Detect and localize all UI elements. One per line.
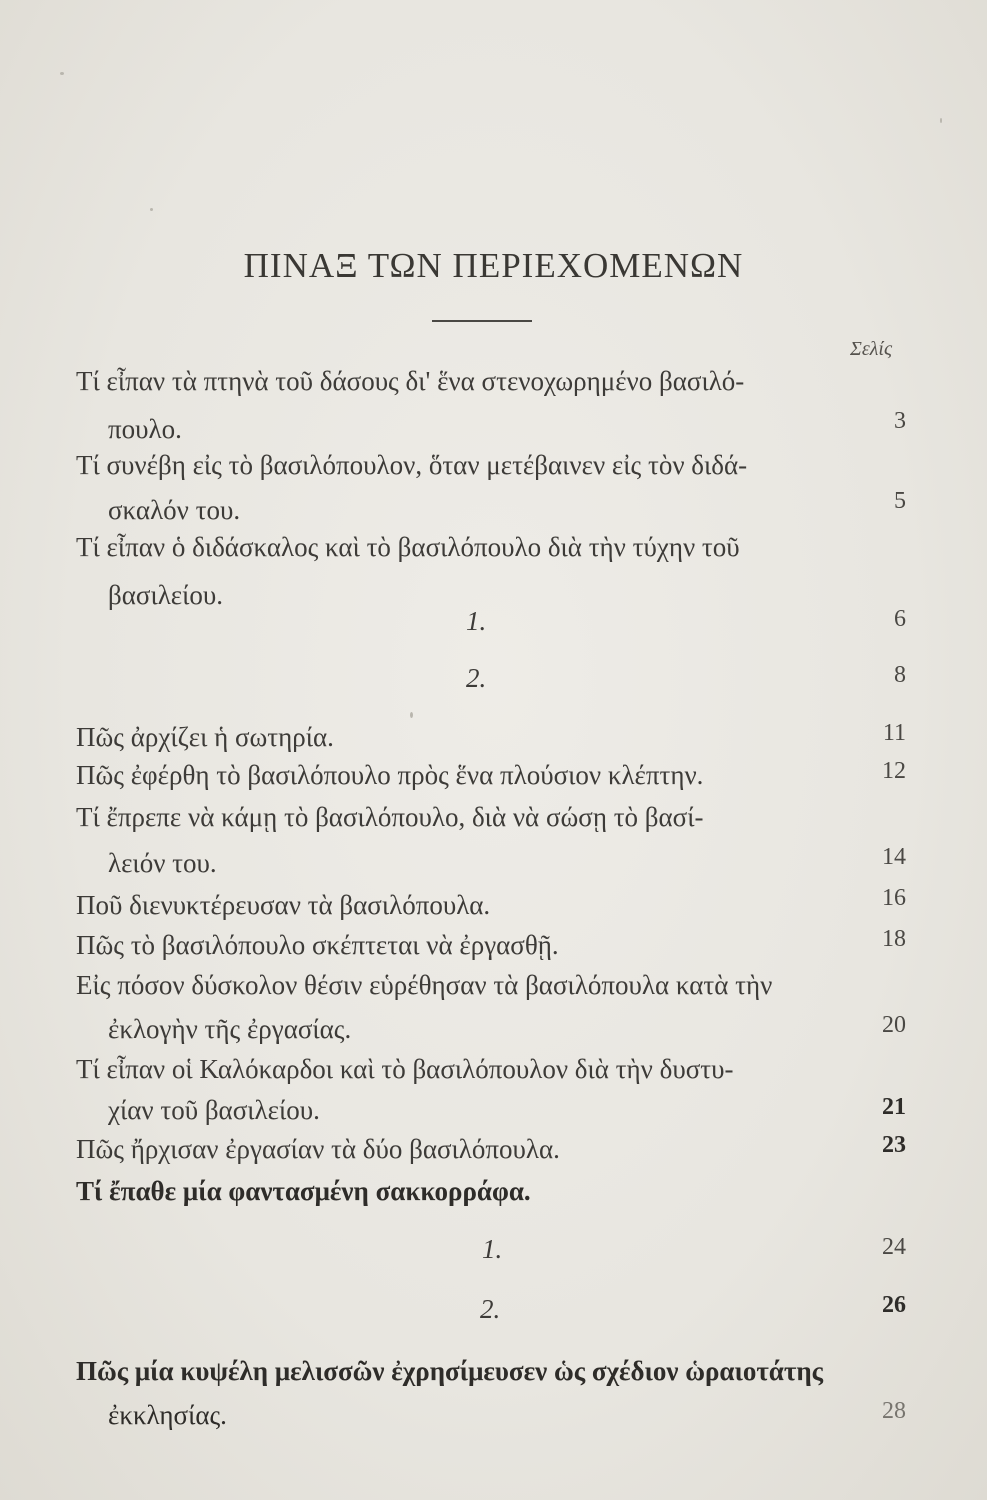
toc-page-number: 3 xyxy=(894,408,906,434)
toc-entry-line: Τί εἶπαν ὁ διδάσκαλος καὶ τὸ βασιλόπουλο διὰ τὴν τύχην τοῦ xyxy=(76,532,740,562)
toc-entry-line: Πῶς ἤρχισαν ἐργασίαν τὰ δύο βασιλόπουλα. xyxy=(76,1134,560,1164)
toc-subentry-number: 2. xyxy=(466,663,487,693)
toc-entry-line: Εἰς πόσον δύσκολον θέσιν εὑρέθησαν τὰ βασιλόπουλα κατὰ τὴν xyxy=(76,970,773,1000)
toc-entry-line: ἐκκλησίας. xyxy=(108,1400,227,1430)
toc-entry-line: Τί συνέβη εἰς τὸ βασιλόπουλον, ὅταν μετέβαινεν εἰς τὸν διδά- xyxy=(76,450,748,480)
toc-page-number: 11 xyxy=(882,720,906,746)
toc-page-number: 8 xyxy=(894,662,906,688)
toc-entry-line: χίαν τοῦ βασιλείου. xyxy=(108,1095,320,1125)
toc-entry-line: βασιλείου. xyxy=(108,580,224,610)
paper-speck xyxy=(410,712,413,718)
toc-page-number: 16 xyxy=(882,885,906,911)
toc-entry-line: Πῶς τὸ βασιλόπουλο σκέπτεται νὰ ἐργασθῇ. xyxy=(76,930,559,960)
toc-entry-line: Τί εἶπαν τὰ πτηνὰ τοῦ δάσους δι' ἕνα στενοχωρημένο βασιλό- xyxy=(76,366,745,396)
toc-entry-line: Τί ἔπρεπε νὰ κάμῃ τὸ βασιλόπουλο, διὰ νὰ σώσῃ τὸ βασί- xyxy=(76,802,704,832)
page-title: ΠΙΝΑΞ ΤΩΝ ΠΕΡΙΕΧΟΜΕΝΩΝ xyxy=(243,246,744,285)
toc-subentry-number: 1. xyxy=(466,606,487,636)
toc-entry-line: Τί ἔπαθε μία φαντασμένη σακκορράφα. xyxy=(76,1176,531,1206)
toc-subentry-number: 2. xyxy=(480,1294,501,1324)
toc-page-number: 14 xyxy=(882,844,906,870)
toc-entry-line: Πῶς ἐφέρθη τὸ βασιλόπουλο πρὸς ἕνα πλούσιον κλέπτην. xyxy=(76,760,704,790)
title-rule xyxy=(432,320,532,322)
toc-page-number: 18 xyxy=(882,926,906,952)
toc-entry-line: σκαλόν του. xyxy=(108,495,241,525)
paper-speck xyxy=(940,118,942,123)
toc-page-number: 21 xyxy=(882,1094,906,1120)
paper-speck xyxy=(60,72,64,75)
paper-speck xyxy=(150,208,153,211)
toc-page-number: 23 xyxy=(882,1132,906,1158)
toc-entry-line: Πῶς ἀρχίζει ἡ σωτηρία. xyxy=(76,722,334,752)
toc-subentry-number: 1. xyxy=(482,1234,503,1264)
toc-page-number: 28 xyxy=(882,1398,906,1424)
toc-page-number: 26 xyxy=(882,1292,906,1318)
page-column-header: Σελίς xyxy=(850,338,893,360)
toc-entry-line: Πῶς μία κυψέλη μελισσῶν ἐχρησίμευσεν ὡς σχέδιον ὡραιοτάτης xyxy=(76,1356,824,1386)
toc-entry-line: πουλο. xyxy=(108,414,182,444)
toc-entry-line: Τί εἶπαν οἱ Καλόκαρδοι καὶ τὸ βασιλόπουλον διὰ τὴν δυστυ- xyxy=(76,1054,734,1084)
toc-entry-line: Ποῦ διενυκτέρευσαν τὰ βασιλόπουλα. xyxy=(76,890,491,920)
toc-entry-line: λειόν του. xyxy=(108,848,217,878)
toc-page-number: 24 xyxy=(882,1234,906,1260)
toc-page-number: 6 xyxy=(894,606,906,632)
toc-page-number: 20 xyxy=(882,1012,906,1038)
toc-page-number: 12 xyxy=(882,758,906,784)
toc-page-number: 5 xyxy=(894,488,906,514)
toc-entry-line: ἐκλογὴν τῆς ἐργασίας. xyxy=(108,1014,352,1044)
